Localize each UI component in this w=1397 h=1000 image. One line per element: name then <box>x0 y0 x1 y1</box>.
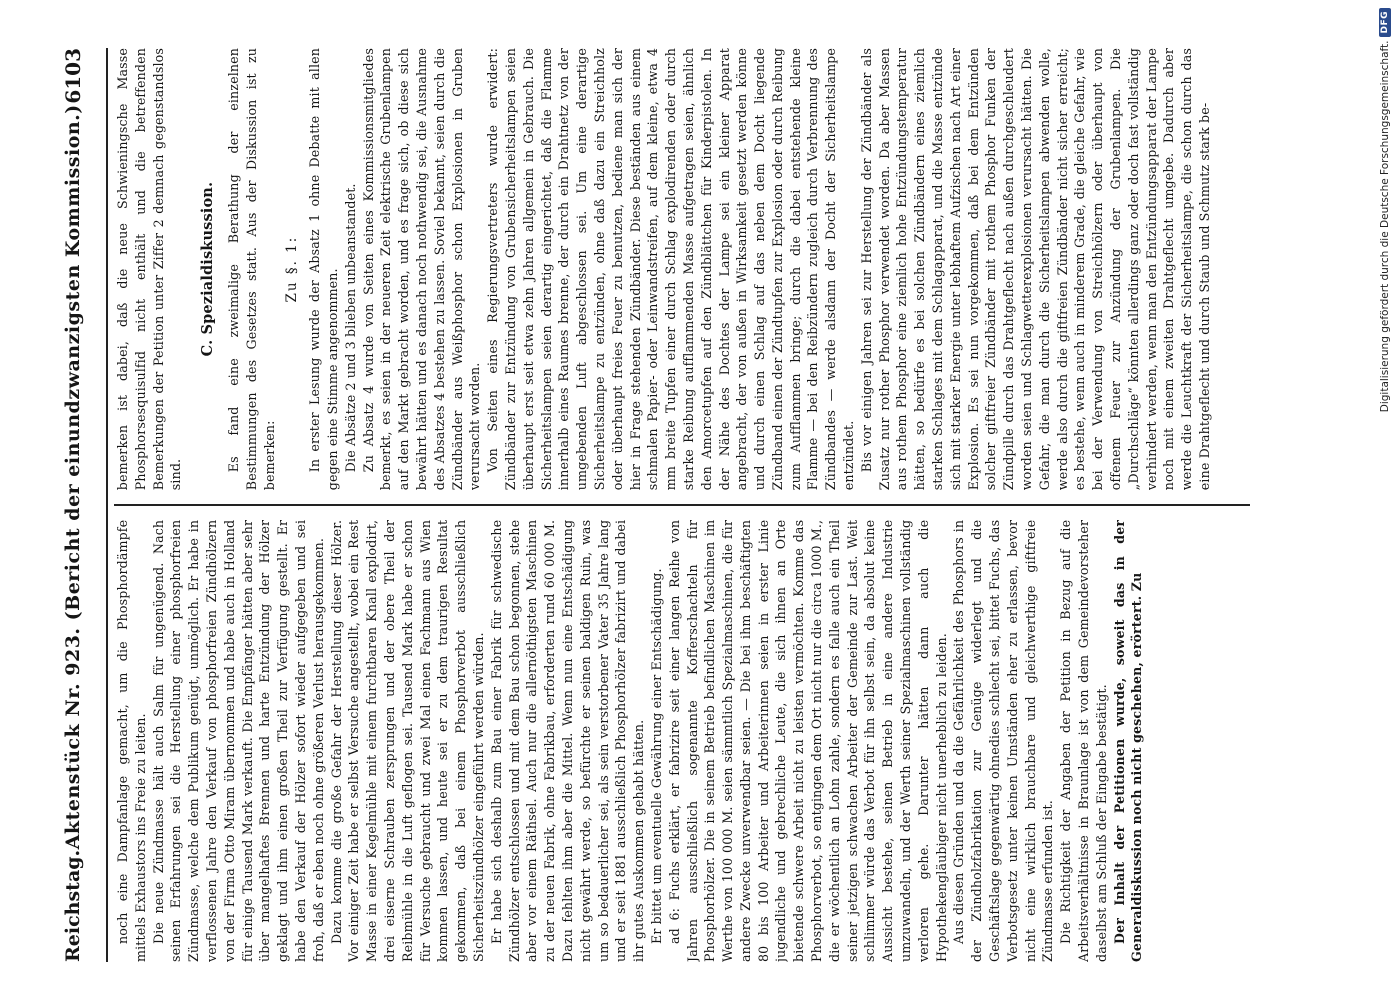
paragraph: Zu Absatz 4 wurde von Seiten eines Kommissionsmitgliedes bemerkt, es seien in der neueren Zeit elektrische Grubenlampen auf den Markt gebracht worden, und es frage sich, ob diese sich bewährt hätten und es danach noch nothwendig sei, die Ausnahme des Absatzes 4 bestehen zu lassen. Soviel bekannt, seien durch die Zündbänder aus Weißphosphor schon Explosionen in Gruben verursacht worden. <box>360 48 483 491</box>
paragraph: ad 6: Fuchs erklärt, er fabrizire seit einer langen Reihe von Jahren ausschließlich sogenannte Kofferschachteln für Phosphorhölzer. Die in seinem Betrieb befindlichen Maschinen im Werthe von 100 000 M. seien sämmtlich Spezialmaschinen, die für andere Zwecke unverwendbar seien. — Die bei ihm beschäftigten 80 bis 100 Arbeiter und Arbeiterinnen seien in erster Linie jugendliche und gebrechliche Leute, die sich ihnen an Orte bietende schwere Arbeit nicht zu leisten vermöchten. Komme das Phosphorverbot, so entgingen dem Ort nicht nur die circa 1000 M., die er wöchentlich an Lohn zahle, sondern es falle auch ein Theil seiner jetzigen schwachen Arbeiter der Gemeinde zur Last. Weit schlimmer würde das Verbot für ihn selbst sein, da absolut keine Aussicht bestehe, seinen Betrieb in eine andere Industrie umzuwandeln, und der Werth seiner Spezialmaschinen vollständig verloren gehe. Darunter hätten dann auch die Hypothekengläubiger nicht unerheblich zu leiden. <box>666 519 949 962</box>
paragraph: Er habe sich deshalb zum Bau einer Fabrik für schwedische Zündhölzer entschlossen und mit dem Bau schon begonnen, stehe aber vor einem Räthsel. Auch nur die allernöthigsten Maschinen zu der neuen Fabrik, ohne Fabrikbau, erforderten rund 60 000 M. Dazu fehlten ihm aber die Mittel. Wenn nun eine Entschädigung nicht gewährt werde, so befürchte er seinen baldigen Ruin, was um so bedauerlicher sei, als sein verstorbener Vater 35 Jahre lang und er seit 1881 ausschließlich Phosphorhölzer fabrizirt und dabei ihr gutes Auskommen gehabt hätten. <box>488 519 647 962</box>
paragraph: Es fand eine zweimalige Berathung der einzelnen Bestimmungen des Gesetzes statt. Aus der Diskussion ist zu bemerken: <box>225 48 277 491</box>
dfg-logo-icon: DFG <box>1379 8 1391 37</box>
page-header <box>40 48 108 962</box>
credit-text: Digitalisierung gefördert durch die Deutsche Forschungsgemeinschaft. <box>1378 40 1391 413</box>
paragraph: Von Seiten eines Regierungsvertreters wurde erwidert: Zündbänder zur Entzündung von Grubensicherheitslampen seien überhaupt erst seit etwa zehn Jahren allgemein in Gebrauch. Die Sicherheitslampen seien derartig eingerichtet, daß die Flamme innerhalb eines Raumes brenne, der durch ein Drahtnetz von der umgebenden Luft abgeschlossen sei. Um eine derartige Sicherheitslampe zu entzünden, ohne daß dazu ein Streichholz oder überhaupt freies Feuer zu benutzen, bediene man sich der hier in Frage stehenden Zündbänder. Diese beständen aus einem schmalen Papier- oder Leinwandstreifen, auf dem kleine, etwa 4 mm breite Tupfen einer durch Schlag explodirenden oder durch starke Reibung aufflammenden Masse aufgetragen seien, ähnlich den Amorcetupfen auf den Zündblättchen für Kinderpistolen. In der Nähe des Dochtes der Lampe sei ein kleiner Apparat angebracht, der von außen in Wirksamkeit gesetzt werden könne und durch einen Schlag auf das neben dem Docht liegende Zündband einen der Zündtupfen zur Explosion oder durch Reibung zum Aufflammen bringe; durch die dabei entstehende kleine Flamme — bei den Reibzündern zugleich durch Verbrennung des Zündbandes — werde alsdann der Docht der Sicherheitslampe entzündet. <box>485 48 857 491</box>
paragraph: noch eine Dampfanlage gemacht, um die Phosphordämpfe mittels Exhaustors ins Freie zu leiten. <box>115 519 148 962</box>
page-number: 6103 <box>61 48 85 104</box>
paragraph: Dazu komme die große Gefahr der Herstellung dieser Hölzer. Vor einiger Zeit habe er selbst Versuche angestellt, wobei ein Rest Masse in einer Kegelmühle mit einem furchtbaren Knall explodirt, drei eiserne Schrauben zersprungen und der obere Theil der Reibmühle in die Luft geflogen sei. Tausend Mark habe er schon für Versuche gebraucht und zwei Mal einen Fachmann aus Wien kommen lassen, und heute sei er zu dem traurigen Resultat gekommen, daß bei einem Phosphorverbot ausschließlich Sicherheitszündhölzer eingeführt werden würden. <box>328 519 486 962</box>
text-columns <box>114 48 1250 962</box>
paragraph: Der Inhalt der Petitionen wurde, soweit das in der Generaldiskussion noch nicht geschehen, erörtert. Zu <box>1111 519 1145 962</box>
paragraph: Die Absätze 2 und 3 blieben unbeanstandet. <box>342 183 358 473</box>
header-left: Reichstag. <box>62 849 84 962</box>
paragraph: Er bittet um eventuelle Gewährung einer Entschädigung. <box>648 568 664 944</box>
paragraph: Bis vor einigen Jahren sei zur Herstellung der Zündbänder als Zusatz nur rother Phosphor verwendet worden. Da aber Massen aus rothem Phosphor eine ziemlich hohe Entzündungstemperatur hätten, so bedürfe es bei solchen Zündbändern eines ziemlich starken Schlages mit dem Schlagapparat, und die Masse entzünde sich mit starker Energie unter lebhaftem Aufzischen nach Art einer Explosion. Es sei nun vorgekommen, daß bei dem Entzünden solcher giftfreier Zündbänder mit rothem Phosphor Funken der Zündpille durch das Drahtgeflecht nach außen durchgeschleudert worden seien und Schlagwetterexplosionen verursacht hätten. Die Gefahr, die man durch die Sicherheitslampen abwenden wolle, werde also durch die giftfreien Zündbänder nicht sicher erreicht; es bestehe, wenn auch in minderem Grade, die gleiche Gefahr, wie bei der Verwendung von Streichhölzern oder überhaupt von offenem Feuer zur Anzündung der Grubenlampen. Die „Durchschläge“ könnten allerdings ganz oder doch fast vollständig verhindert werden, wenn man den Entzündungsapparat der Lampe noch mit einem zweiten Drahtgeflecht umgebe. Dadurch aber werde die Leuchtkraft der Sicherheitslampe, die schon durch das eine Drahtgeflecht und durch Staub und Schmutz stark be- <box>858 48 1213 491</box>
digitization-credit <box>1372 0 1397 1000</box>
subsection-heading: Zu §. 1: <box>284 235 301 303</box>
document-page <box>20 0 1320 1000</box>
section-heading: C. Spezialdiskussion. <box>199 181 217 357</box>
paragraph: In erster Lesung wurde der Absatz 1 ohne Debatte mit allen gegen eine Stimme angenommen. <box>307 48 340 491</box>
paragraph: Die neue Zündmasse hält auch Salm für ungenügend. Nach seinen Erfahrungen sei die Herstellung einer phosphorfreien Zündmasse, welche dem Publikum genügt, unmöglich. Er habe in verflossenen Jahre den Verkauf von phosphorfreien Zündhölzern von der Firma Otto Miram übernommen und habe auch in Holland für einige Tausend Mark verkauft. Die Empfänger hätten aber sehr über mangelhaftes Brennen und harte Entzündung der Hölzer geklagt und ihm einen großen Theil zur Verfügung gestellt. Er habe den Verkauf der Hölzer sofort wieder aufgegeben und sei froh, daß er eben noch ohne größeren Verlust herausgekommen. <box>150 519 326 962</box>
paragraph: bemerken ist dabei, daß die neue Schwieningsche Masse Phosphorsesquisulfid nicht enthält und die betreffenden Bemerkungen der Petition unter Ziffer 2 demnach gegenstandslos sind. <box>115 48 184 491</box>
column-divider <box>114 504 1250 506</box>
right-column <box>114 48 1250 490</box>
header-title: Aktenstück Nr. 923. (Bericht der einundzwanzigsten Kommission.) <box>62 104 84 850</box>
left-column <box>114 520 1250 962</box>
paragraph: Aus diesen Gründen und da die Gefährlichkeit des Phosphors in der Zündholzfabrikation zur Genüge widerlegt und die Geschäftslage gegenwärtig ohnedies schlecht sei, bittet Fuchs, das Verbotsgesetz unter keinen Umständen eher zu erlassen, bevor nicht eine wirklich brauchbare und gleichwerthige giftfreie Zündmasse erfunden ist. <box>951 519 1056 962</box>
paragraph: Die Richtigkeit der Angaben der Petition in Bezug auf die Arbeitsverhältnisse in Braunlage ist von dem Gemeindevorsteher daselbst am Schluß der Eingabe bestätigt. <box>1058 519 1109 962</box>
